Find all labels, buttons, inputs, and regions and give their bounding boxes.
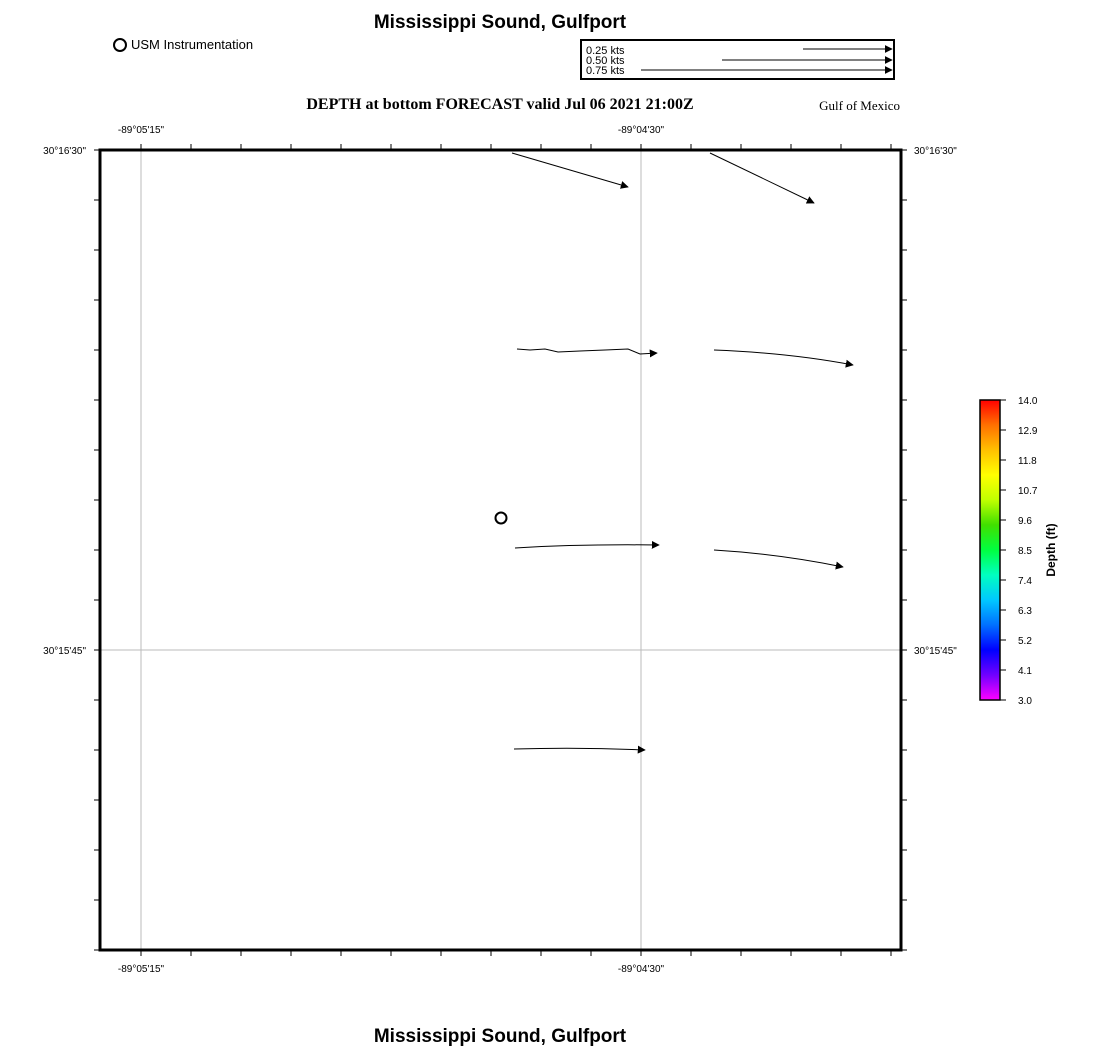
forecast-title: DEPTH at bottom FORECAST valid Jul 06 2021 21:00Z bbox=[306, 96, 694, 113]
colorbar-tick-label: 8.5 bbox=[1018, 546, 1032, 557]
footer-title: Mississippi Sound, Gulfport bbox=[373, 1026, 627, 1047]
depth-colorbar bbox=[980, 396, 1058, 707]
region-label: Gulf of Mexico bbox=[819, 98, 900, 113]
current-arrow bbox=[714, 350, 853, 365]
current-arrow bbox=[714, 550, 843, 567]
colorbar-tick-label: 9.6 bbox=[1018, 516, 1032, 527]
current-arrow bbox=[710, 153, 814, 203]
colorbar-tick-label: 14.0 bbox=[1018, 396, 1038, 407]
lon-label-bottom: -89°05'15" bbox=[117, 964, 165, 975]
colorbar-gradient bbox=[980, 400, 1000, 700]
page-title: Mississippi Sound, Gulfport bbox=[373, 12, 627, 33]
colorbar-tick-label: 10.7 bbox=[1018, 486, 1038, 497]
current-arrow bbox=[512, 153, 628, 187]
usm-instrument-station-marker[interactable] bbox=[496, 513, 507, 524]
colorbar-tick-label: 5.2 bbox=[1018, 636, 1032, 647]
current-arrow bbox=[517, 349, 657, 354]
lon-label-top: -89°04'30" bbox=[617, 125, 665, 136]
colorbar-tick-label: 4.1 bbox=[1018, 666, 1032, 677]
colorbar-label: Depth (ft) bbox=[1044, 523, 1058, 577]
colorbar-ticks bbox=[1000, 396, 1038, 707]
speed-legend-label: 0.25 kts bbox=[586, 45, 625, 57]
frame-ticks bbox=[94, 144, 907, 956]
current-arrow bbox=[514, 748, 645, 750]
speed-legend-label: 0.75 kts bbox=[586, 65, 625, 77]
colorbar-tick-label: 3.0 bbox=[1018, 696, 1032, 707]
lat-label-right: 30°16'30" bbox=[914, 146, 957, 157]
usm-legend-label: USM Instrumentation bbox=[131, 37, 254, 52]
current-vectors bbox=[512, 153, 853, 750]
lat-label-left: 30°16'30" bbox=[43, 146, 86, 157]
lat-label-left: 30°15'45" bbox=[43, 646, 86, 657]
speed-legend-label: 0.50 kts bbox=[586, 55, 625, 67]
map-frame bbox=[94, 144, 907, 956]
speed-legend bbox=[581, 40, 894, 79]
colorbar-tick-label: 7.4 bbox=[1018, 576, 1032, 587]
current-arrow bbox=[515, 545, 659, 548]
lon-label-bottom: -89°04'30" bbox=[617, 964, 665, 975]
map-border bbox=[100, 150, 901, 950]
colorbar-tick-label: 11.8 bbox=[1018, 456, 1037, 467]
colorbar-tick-label: 6.3 bbox=[1018, 606, 1032, 617]
lon-label-top: -89°05'15" bbox=[117, 125, 165, 136]
colorbar-tick-label: 12.9 bbox=[1018, 426, 1038, 437]
lat-label-right: 30°15'45" bbox=[914, 646, 957, 657]
